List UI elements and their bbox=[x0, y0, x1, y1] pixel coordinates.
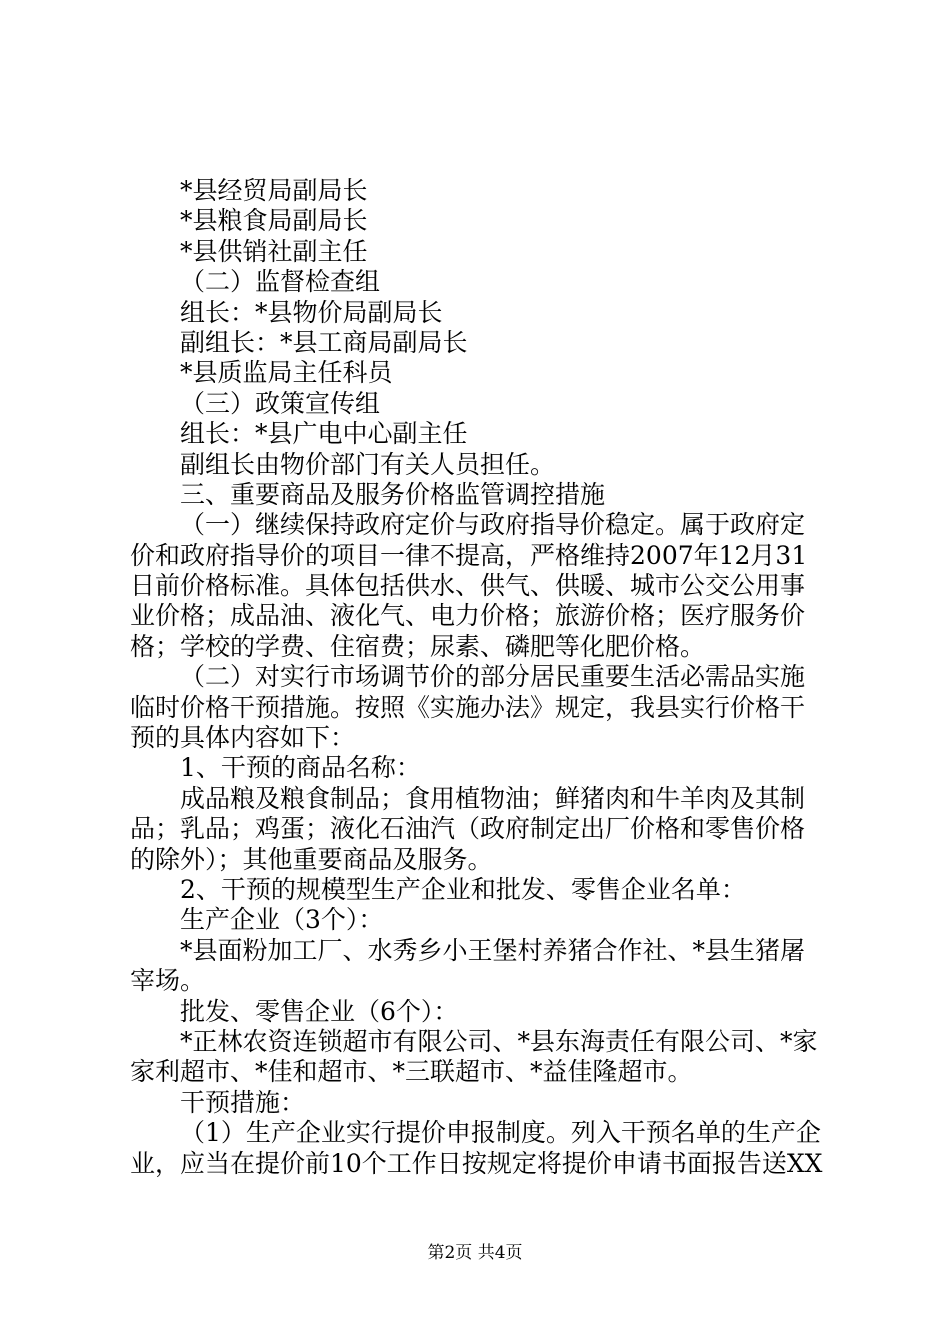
text-line: 的除外）；其他重要商品及服务。 bbox=[130, 844, 493, 874]
text-line: 格；学校的学费、住宿费；尿素、磷肥等化肥价格。 bbox=[130, 631, 706, 661]
text-line: 成品粮及粮食制品；食用植物油；鲜猪肉和牛羊肉及其制 bbox=[180, 783, 806, 813]
text-line: 业价格；成品油、液化气、电力价格；旅游价格；医疗服务价 bbox=[130, 601, 806, 631]
text-line: 1、干预的商品名称： bbox=[180, 753, 421, 783]
text-line: 副组长由物价部门有关人员担任。 bbox=[180, 449, 556, 479]
text-line: 批发、零售企业（6个）： bbox=[180, 996, 459, 1026]
text-line: （一）继续保持政府定价与政府指导价稳定。属于政府定 bbox=[180, 510, 806, 540]
text-line: 三、重要商品及服务价格监管调控措施 bbox=[180, 479, 606, 509]
text-line: *县质监局主任科员 bbox=[180, 358, 393, 388]
text-line: *县供销社副主任 bbox=[180, 236, 368, 266]
text-line: 2、干预的规模型生产企业和批发、零售企业名单： bbox=[180, 874, 746, 904]
text-line: 预的具体内容如下： bbox=[130, 723, 356, 753]
text-line: 品；乳品；鸡蛋；液化石油汽（政府制定出厂价格和零售价格 bbox=[130, 814, 806, 844]
text-line: （三）政策宣传组 bbox=[180, 388, 381, 418]
page-footer: 第2页 共4页 bbox=[427, 1243, 523, 1263]
document-body bbox=[130, 176, 830, 1179]
text-line: *县面粉加工厂、水秀乡小王堡村养猪合作社、*县生猪屠 bbox=[180, 935, 806, 965]
text-line: 价和政府指导价的项目一律不提高，严格维持2007年12月31 bbox=[130, 540, 808, 570]
text-line: 组长：*县广电中心副主任 bbox=[180, 419, 468, 449]
text-line: 家利超市、*佳和超市、*三联超市、*益佳隆超市。 bbox=[130, 1057, 693, 1087]
text-line: 临时价格干预措施。按照《实施办法》规定，我县实行价格干 bbox=[130, 692, 806, 722]
text-line: 组长：*县物价局副局长 bbox=[180, 297, 443, 327]
text-line: 副组长：*县工商局副局长 bbox=[180, 327, 468, 357]
text-line: *正林农资连锁超市有限公司、*县东海责任有限公司、*家 bbox=[180, 1026, 818, 1056]
text-line: 生产企业（3个）： bbox=[180, 905, 384, 935]
text-line: 业，应当在提价前10个工作日按规定将提价申请书面报告送XX bbox=[130, 1148, 823, 1178]
text-line: （1）生产企业实行提价申报制度。列入干预名单的生产企 bbox=[180, 1118, 821, 1148]
text-line: （二）对实行市场调节价的部分居民重要生活必需品实施 bbox=[180, 662, 806, 692]
text-line: 宰场。 bbox=[130, 966, 206, 996]
text-line: （二）监督检查组 bbox=[180, 267, 381, 297]
text-line: 日前价格标准。具体包括供水、供气、供暖、城市公交公用事 bbox=[130, 571, 806, 601]
text-line: *县经贸局副局长 bbox=[180, 176, 368, 205]
text-line: *县粮食局副局长 bbox=[180, 206, 368, 236]
text-line: 干预措施： bbox=[180, 1087, 306, 1117]
